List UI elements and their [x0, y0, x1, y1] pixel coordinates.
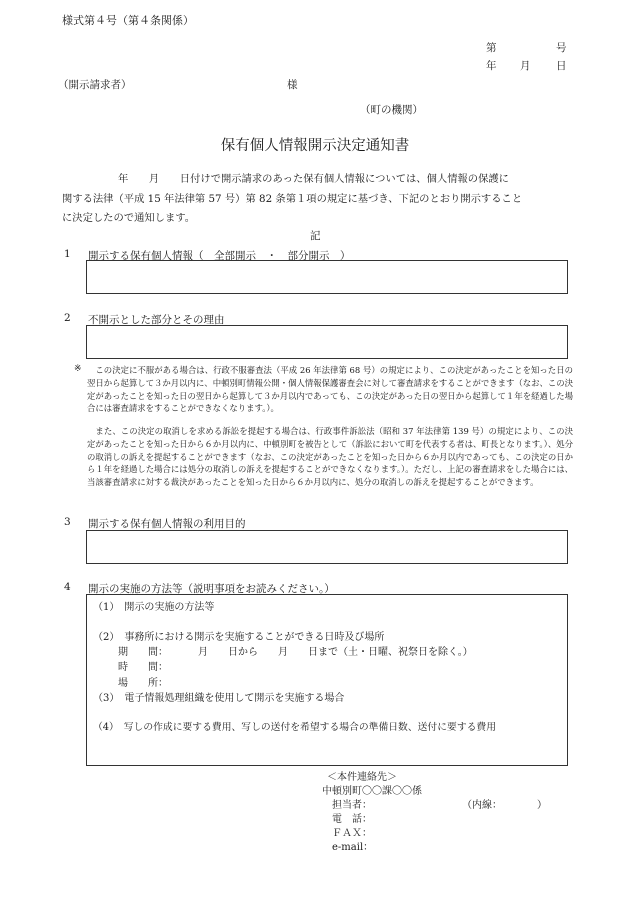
requester-label: （開示請求者） [58, 79, 132, 91]
section-4-item-1: （1） 開示の実施の方法等 [93, 602, 215, 613]
intro-line-1: 年 月 日付けで開示請求のあった保有個人情報については、個人情報の保護に [118, 173, 509, 185]
period-label: 期 間： [118, 647, 168, 658]
intro-line-3: に決定したので通知します。 [62, 212, 196, 224]
period-value: 月 日から 月 日まで（土・日曜、祝祭日を除く。） [198, 647, 473, 658]
section-4-item-2: （2） 事務所における開示を実施することができる日時及び場所 [93, 632, 385, 643]
contact-email-label: e-mail： [332, 842, 374, 853]
date-day: 日 [556, 60, 567, 72]
section-1-box [86, 260, 568, 294]
contact-department: 中頓別町〇〇課〇〇係 [322, 786, 422, 797]
document-title: 保有個人情報開示決定通知書 [220, 138, 410, 154]
section-2-label: 不開示とした部分とその理由 [88, 314, 225, 326]
section-1-number: 1 [64, 248, 71, 260]
number-suffix: 号 [556, 42, 567, 54]
requester-honorific: 様 [287, 79, 298, 91]
contact-fax-label: ＦＡＸ： [332, 828, 372, 839]
note-mark: ※ [74, 364, 82, 374]
form-label: 様式第４号（第４条関係） [62, 14, 194, 27]
time-label: 時 間： [118, 662, 168, 673]
contact-person-label: 担当者： [332, 800, 372, 811]
contact-phone-label: 電 話： [332, 814, 372, 825]
section-4-label: 開示の実施の方法等（説明事項をお読みください。） [88, 583, 335, 595]
date-month: 月 [520, 60, 531, 72]
place-label: 場 所： [118, 678, 168, 689]
institution-label: （町の機関） [360, 104, 423, 116]
section-3-box [86, 530, 568, 564]
section-3-number: 3 [64, 516, 71, 528]
contact-heading: ＜本件連絡先＞ [327, 772, 397, 783]
section-3-label: 開示する保有個人情報の利用目的 [88, 518, 246, 530]
section-1-label: 開示する保有個人情報（ 全部開示 ・ 部分開示 ） [88, 250, 351, 262]
number-prefix: 第 [486, 42, 497, 54]
section-4-number: 4 [64, 581, 71, 593]
section-2-number: 2 [64, 312, 71, 324]
note-paragraph-2: また、この決定の取消しを求める訴訟を提起する場合は、行政事件訴訟法（昭和 37 年法律第 139 号）の規定により、この決定があったことを知った日から６か月以内に、中頓別町を被告として（訴訟において町を代表する者は、町長となります。）、処分の取消しの訴えを提起することができます（なお、この決定があったことを知った日から６か月以内であっても、この決定の日から１年を経過した場合には処分の取消しの訴えを提起することができなくなります。）。ただし、上記の審査請求をした場合には、当該審査請求に対する裁決があったことを知った日から６か月以内に、処分の取消しの訴えを提起することができます。 [87, 426, 573, 488]
section-2-box [86, 325, 568, 359]
intro-line-2: 関する法律（平成 15 年法律第 57 号）第 82 条第１項の規定に基づき、下記のとおり開示すること [62, 193, 523, 205]
ki-label: 記 [310, 230, 321, 242]
section-4-item-3: （3） 電子情報処理組織を使用して開示を実施する場合 [93, 693, 345, 704]
date-year: 年 [486, 60, 497, 72]
section-4-item-4: （4） 写しの作成に要する費用、写しの送付を希望する場合の準備日数、送付に要する費用 [93, 722, 497, 733]
note-paragraph-1: この決定に不服がある場合は、行政不服審査法（平成 26 年法律第 68 号）の規定により、この決定があったことを知った日の翌日から起算して３か月以内に、中頓別町情報公開・個人情報保護審査会に対して審査請求をすることができます（なお、この決定があったことを知った日の翌日から起算して３か月以内であっても、この決定があった日の翌日から起算して１年を経過した場合には審査請求をすることができなくなります。）。 [87, 365, 573, 414]
contact-extension: （内線： ） [462, 800, 547, 811]
